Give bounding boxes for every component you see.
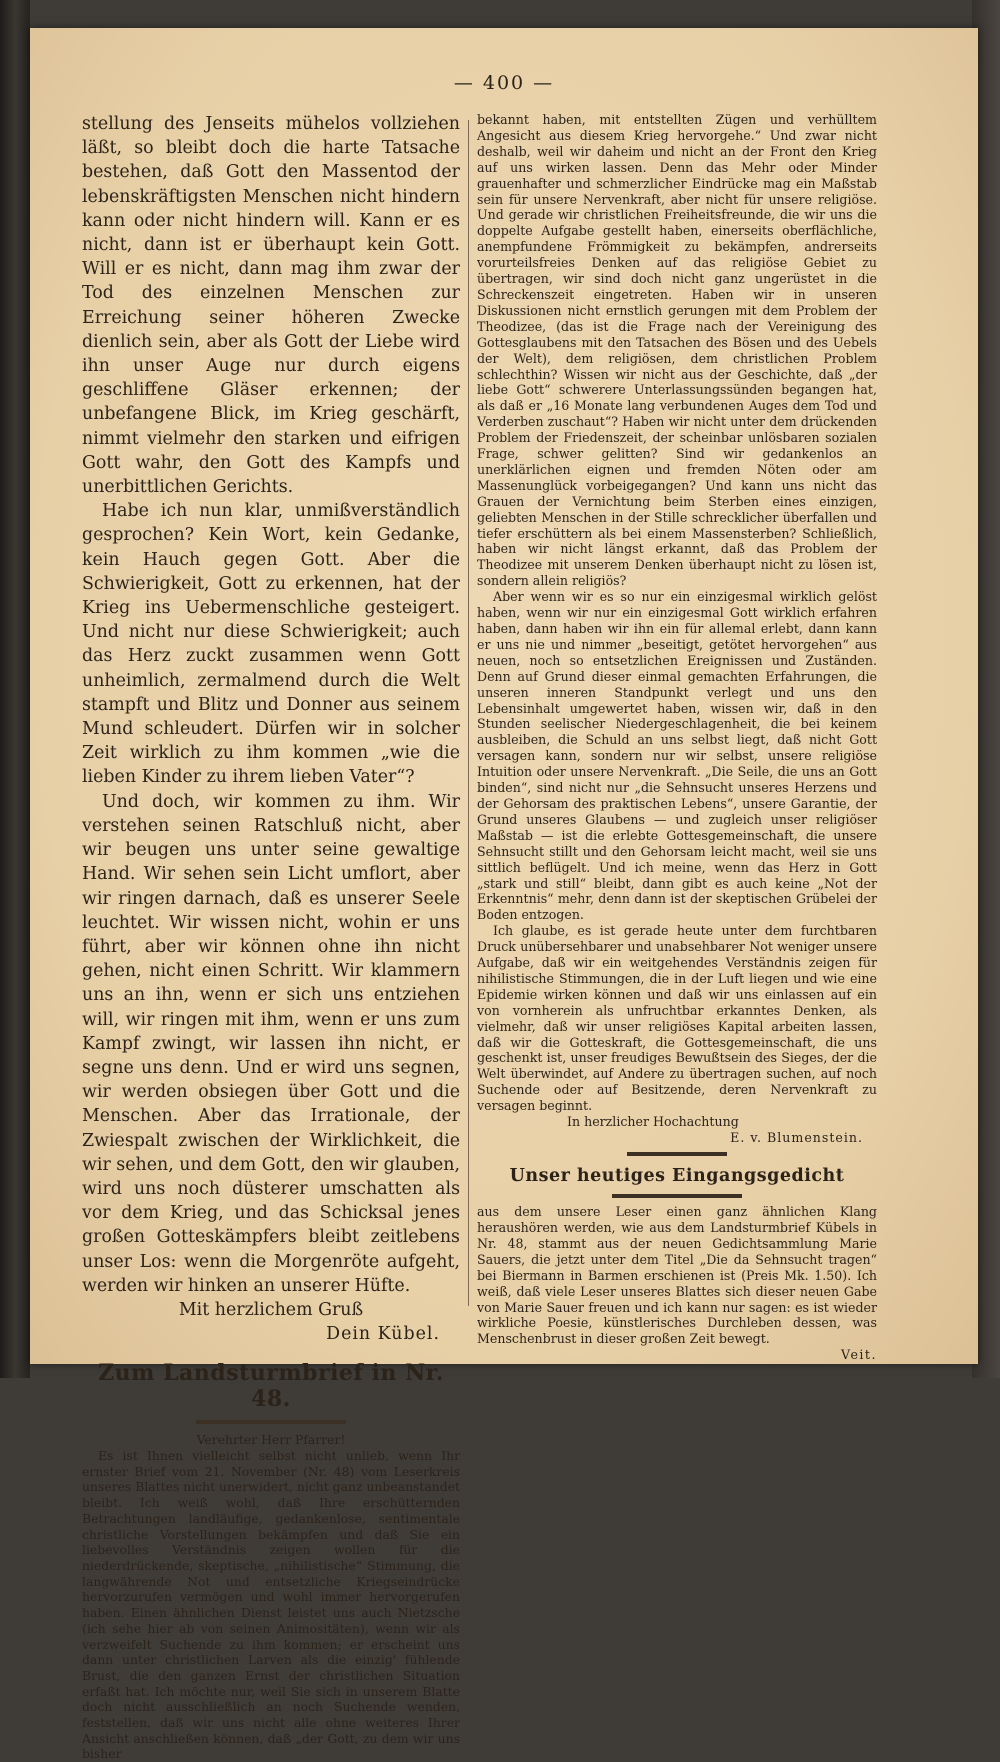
letter-paragraph: stellung des Jenseits mühelos vollziehen läßt, so bleibt doch die harte Tatsache bestehen, daß Gott den Massentod der lebenskräftigsten Menschen nicht hindern kann oder nicht hindern will. Kann er es nicht, dann ist er überhaupt kein Gott. Will er es nicht, dann mag ihm zwar der Tod des einzelnen Menschen zur Erreichung seiner höheren Zwecke dienlich sein, aber als Gott der Liebe wird ihn unser Auge nur durch eigens geschliffene Gläser erkennen; der unbefangene Blick, im Krieg geschärft, nimmt vielmehr den starken und eifrigen Gott wahr, den Gott des Kampfs und unerbittlichen Gerichts. (82, 114, 460, 498)
heading-rule (612, 1194, 742, 1198)
reply-signature: E. v. Blumenstein. (730, 1130, 863, 1146)
heading-rule (196, 1420, 346, 1424)
right-column (477, 112, 877, 1363)
article-paragraph: aus dem unsere Leser einen ganz ähnlichen Klang heraushören werden, wie aus dem Landsturmbrief Kübels in Nr. 48, stammt aus der neuen Gedichtsammlung Marie Sauers, die jetzt unter dem Titel „Die da Sehnsucht tragen“ bei Biermann in Barmen erschienen ist (Preis Mk. 1.50). Ich weiß, daß viele Leser unseres Blattes sich dieser neuen Gabe von Marie Sauer freuen und ich kann nur sagen: es ist wieder wirkliche Poesie, künstlerisches Durchleben dessen, was Menschenbrust in dieser großen Zeit bewegt. (477, 1204, 877, 1347)
reply-closing: In herzlicher Hochachtung (567, 1114, 739, 1130)
column-divider (468, 120, 469, 1306)
letter-signature: Dein Kübel. (326, 1324, 440, 1345)
left-column (82, 112, 461, 1762)
reply-paragraph: Ich glaube, es ist gerade heute unter dem furchtbaren Druck unübersehbarer und unabsehbarer Not weniger unsere Aufgabe, daß wir ein weitgehendes Verständnis zeigen für nihilistische Stimmungen, die in der Luft liegen und wie eine Epidemie wirken können und daß wir uns einlassen auf ein von vornherein als unfruchtbar erkanntes Denken, als vielmehr, daß wir unser religiöses Kapital arbeiten lassen, daß wir die Gotteskraft, die Gottesgemeinschaft, die uns geschenkt ist, unser freudiges Bewußtsein des Sieges, der die Welt überwindet, auf Andere zu übertragen suchen, auf noch Suchende oder auf Besitzende, deren Nervenkraft zu versagen beginnt. (477, 923, 877, 1114)
book-page (30, 28, 978, 1762)
reply-paragraph: Aber wenn wir es so nur ein einzigesmal wirklich gelöst haben, wenn wir nur ein einzigesmal Gott wirklich erfahren haben, dann haben wir ihn ein für allemal erlebt, dann kann er uns nie und nimmer „beseitigt, getötet hervorgehen“ aus neuen, noch so entsetzlichen Ereignissen und Zuständen. Denn auf Grund dieser einmal gemachten Erfahrungen, die unseren inneren Standpunkt verlegt und uns den Lebensinhalt umgewertet haben, wissen wir, daß in den Stunden seelischer Niedergeschlagenheit, die bei keinem ausbleiben, die Schuld an uns selbst liegt, daß nicht Gott versagen kann, sondern nur wir selbst, unsere religiöse Intuition oder unsere Nervenkraft. „Die Seile, die uns an Gott binden“, sind nicht nur „die Sehnsucht unseres Herzens und der Gehorsam des praktischen Lebens“, unsere Garantie, der Grund unseres Glaubens — und zugleich unser religiöser Maßstab — ist die erlebte Gottesgemeinschaft, die unsere Sehnsucht stillt und den Gehorsam leicht macht, weil sie uns sittlich beflügelt. Und ich meine, wenn das Herz in Gott „stark und still“ bleibt, dann gibt es auch keine „Not der Erkenntnis“ mehr, denn dann ist der skeptischen Grübelei der Boden entzogen. (477, 589, 877, 923)
letter-paragraph: Und doch, wir kommen zu ihm. Wir verstehen seinen Ratschluß nicht, aber wir beugen uns unter seine gewaltige Hand. Wir sehen sein Licht umflort, aber wir ringen darnach, daß es unserer Seele leuchtet. Wir wissen nicht, wohin er uns führt, aber wir können ohne ihn nicht gehen, nicht einen Schritt. Wir klammern uns an ihn, wenn er sich uns entziehen will, wir ringen mit ihm, wenn er uns zum Kampf zwingt, wir lassen ihn nicht, er segne uns denn. Und er wird uns segnen, wir werden obsiegen über Gott und die Menschen. Aber das Irrationale, der Zwiespalt zwischen der Wirklichkeit, die wir sehen, und dem Gott, den wir glauben, wird uns noch düsterer umschatten als vor dem Krieg, und das Schicksal jenes großen Gotteskämpfers bleibt zeitlebens unser Los: wenn die Morgenröte aufgeht, werden wir hinken an unserer Hüfte. (82, 791, 461, 1296)
article-signature: Veit. (841, 1347, 877, 1363)
letter-greeting: Mit herzlichem Gruß (178, 1299, 364, 1320)
reply-paragraph: bekannt haben, mit entstellten Zügen und verhülltem Angesicht aus diesem Krieg hervorgehe.“ Und zwar nicht deshalb, weil wir daheim und nicht an der Front den Krieg auf uns wirken lassen. Denn das Mehr oder Minder grauenhafter und schmerzlicher Eindrücke mag ein Maßstab sein für unsere Nervenkraft, aber nicht für unsere religiöse. Und gerade wir christlichen Freiheitsfreunde, die wir uns die doppelte Aufgabe gestellt haben, einerseits oberflächliche, anempfundene Frömmigkeit zu bekämpfen, andrerseits vorurteilsfreies Denken auf das religiöse Gebiet zu übertragen, wir sind doch nicht ganz ungerüstet in die Schreckenszeit eingetreten. Haben wir in unseren Diskussionen nicht ernstlich gerungen mit dem Problem der Theodizee, (das ist die Frage nach der Vereinigung des Gottesglaubens mit den Tatsachen des Bösen und des Uebels der Welt), dem religiösen, dem christlichen Problem schlechthin? Wissen wir nicht aus der Geschichte, daß „der liebe Gott“ schwerere Unterlassungssünden begangen hat, als daß er „16 Monate lang verbundenen Auges dem Tod und Verderben zuschaut“? Haben wir nicht unter dem drückenden Problem der Friedenszeit, der scheinbar unlösbaren sozialen Frage, schwer gelitten? Sind wir gedankenlos an unerklärlichen eignen und fremden Nöten oder am Massenunglück vorbeigegangen? Und kann uns nicht das Grauen der Vernichtung beim Sterben eines einzigen, geliebten Menschen in der Stille schrecklicher überfallen und tiefer erschüttern als bei einem Massensterben? Schließlich, haben wir nicht längst erkannt, daß das Problem der Theodizee mit unserem Denken überhaupt nicht zu lösen ist, sondern allein religiös? (477, 112, 877, 589)
book-binding (0, 0, 30, 1378)
section-rule (627, 1152, 727, 1156)
page-number: — 400 — (453, 72, 555, 94)
article-heading (82, 1360, 460, 1424)
article-heading (477, 1166, 877, 1198)
article-heading-text: Unser heutiges Eingangsgedicht (509, 1166, 845, 1187)
article-salutation: Verehrter Herr Pfarrer! (196, 1432, 346, 1448)
article-paragraph: Es ist Ihnen vielleicht selbst nicht unlieb, wenn Ihr ernster Brief vom 21. November (Nr. 48) vom Leserkreis unseres Blattes nicht unerwidert, nicht ganz unbeanstandet bleibt. Ich weiß wohl, daß Ihre erschütternden Betrachtungen landläufige, gedankenlose, sentimentale christliche Vorstellungen bekämpfen und daß Sie ein liebevolles Verständnis zeigen wollen für die niederdrückende, skeptische, „nihilistische“ Stimmung, die langwährende Not und entsetzliche Kriegseindrücke hervorzurufen vermögen und wohl immer hervorgerufen haben. Einen ähnlichen Dienst leistet uns auch Nietzsche (ich sehe hier ab von seinen Animositäten), wenn wir als verzweifelt Suchende zu ihm kommen; er erscheint uns dann unter christlichen Larven als die einzig' fühlende Brust, die den ganzen Ernst der christlichen Situation erfaßt hat. Ich möchte nur, weil Sie sich in unserem Blatte doch nicht ausschließlich an noch Suchende wenden, feststellen, daß wir uns nicht alle ohne weiteres Ihrer Ansicht anschließen können, daß „der Gott, zu dem wir uns bisher (82, 1448, 460, 1762)
article-heading-text: Zum Landsturmbrief in Nr. 48. (98, 1360, 444, 1413)
letter-paragraph: Habe ich nun klar, unmißverständlich gesprochen? Kein Wort, kein Gedanke, kein Hauch gegen Gott. Aber die Schwierigkeit, Gott zu erkennen, hat der Krieg ins Uebermenschliche gesteigert. Und nicht nur diese Schwierigkeit; auch das Herz zuckt zusammen wenn Gott unheimlich, zermalmend durch die Welt stampft und Blitz und Donner aus seinem Mund schleudert. Dürfen wir in solcher Zeit wirklich zu ihm kommen „wie die lieben Kinder zu ihrem lieben Vater“? (82, 501, 460, 788)
